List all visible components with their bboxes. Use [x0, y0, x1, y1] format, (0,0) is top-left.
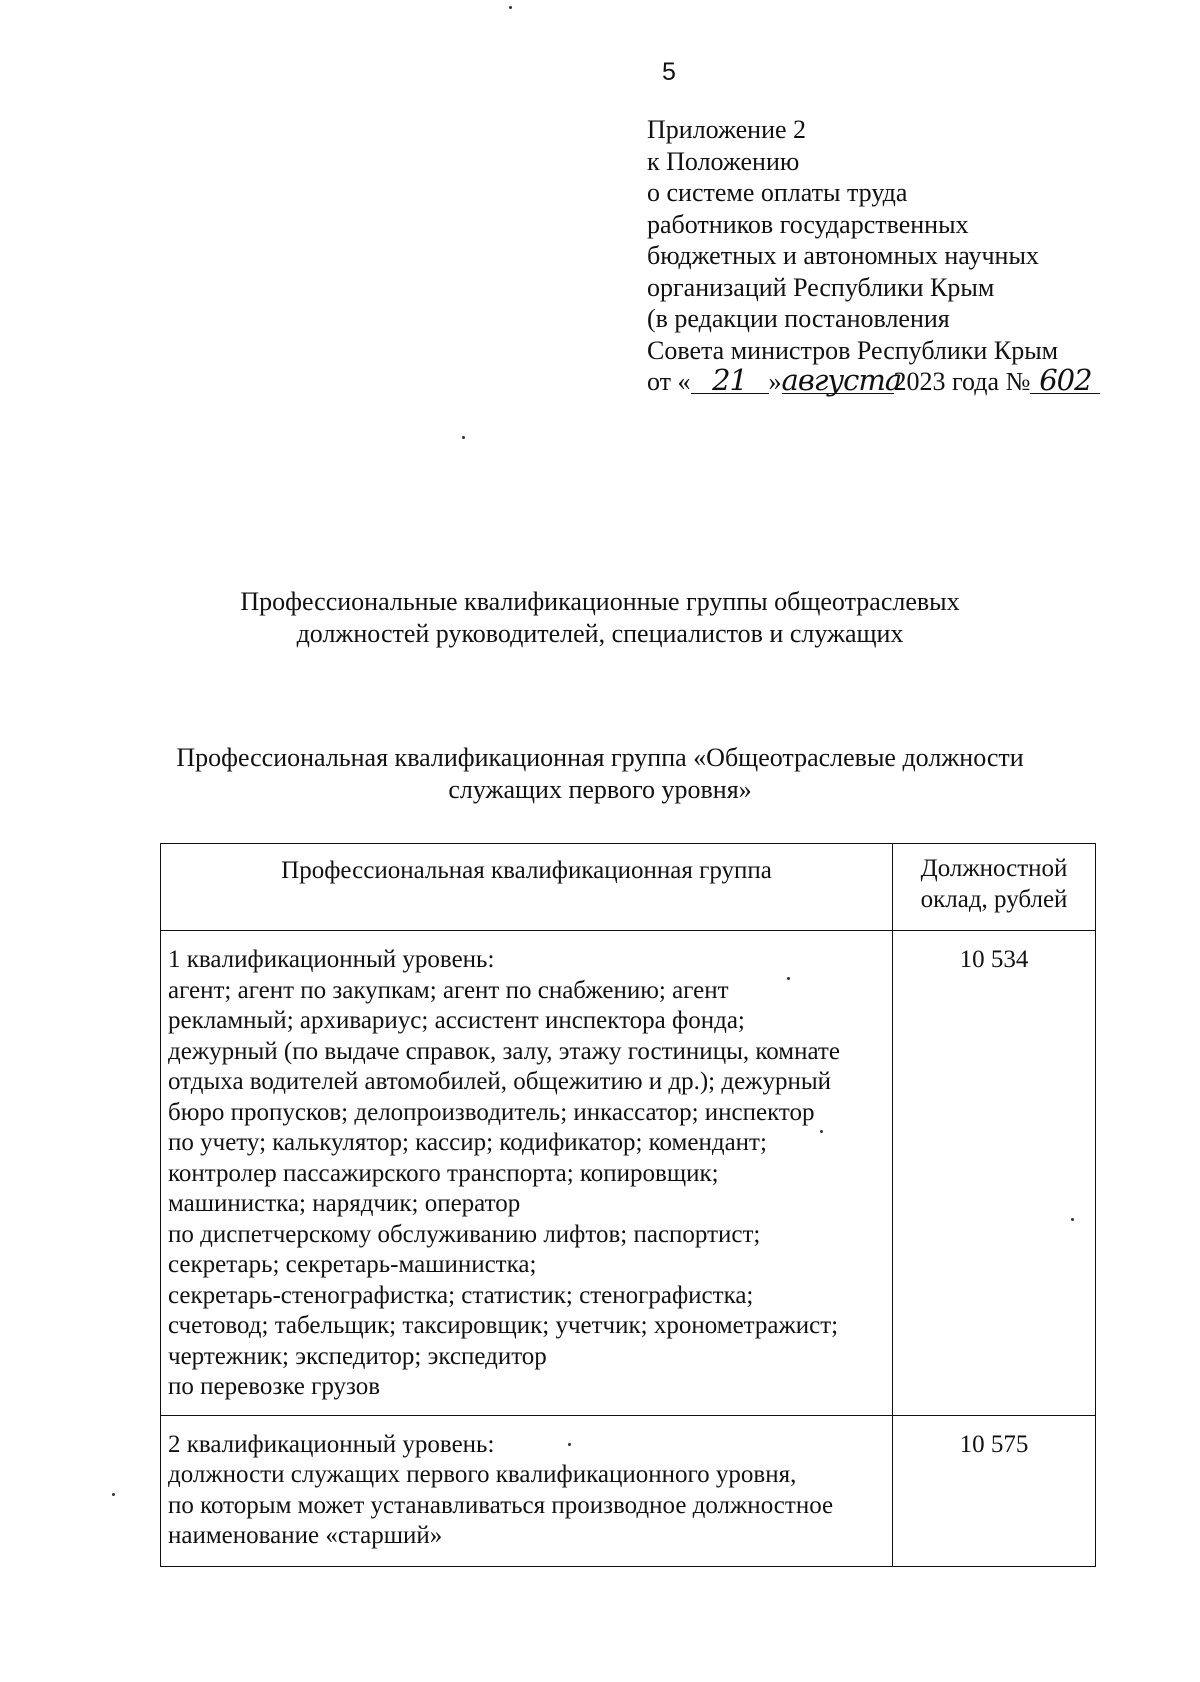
annex-line: (в редакции постановления [647, 304, 950, 333]
annex-line: Совета министров Республики Крым [647, 335, 1059, 365]
main-title-line: Профессиональные квалификационные группы общеотраслевых [240, 587, 960, 616]
cell-line: по которым может устанавливаться производное должностное [168, 1491, 834, 1519]
main-title-line: должностей руководителей, специалистов и служащих [296, 619, 904, 648]
scan-speck [112, 1493, 115, 1496]
handwritten-day: 21 [691, 367, 769, 394]
annex-line: к Положению [647, 146, 800, 176]
salary-value-cell: 10 534 [893, 931, 1096, 1416]
cell-line: рекламный; архивариус; ассистент инспектора фонда; [168, 1007, 745, 1034]
cell-line: секретарь; секретарь-машинистка; [168, 1251, 537, 1278]
resolution-date-line [647, 363, 1100, 398]
salary-table [160, 843, 1096, 1567]
cell-line: машинистка; нарядчик; оператор [168, 1190, 521, 1217]
scan-speck [568, 1443, 571, 1446]
cell-line: счетовод; табельщик; таксировщик; учетчик; хронометражист; [168, 1312, 839, 1339]
cell-line: чертежник; экспедитор; экспедитор [168, 1342, 547, 1370]
table-row [161, 1415, 1096, 1566]
cell-line: наименование «старший» [168, 1522, 443, 1549]
scan-speck [462, 436, 465, 439]
cell-line: бюро пропусков; делопроизводитель; инкассатор; инспектор [168, 1098, 815, 1126]
annex-line: организаций Республики Крым [647, 272, 995, 302]
table-row [161, 931, 1096, 1416]
annex-line: Приложение 2 [647, 115, 807, 144]
header-salary-cell [893, 844, 1096, 931]
cell-line: дежурный (по выдаче справок, залу, этажу гостиницы, комнате [168, 1037, 840, 1065]
header-group-cell: Профессиональная квалификационная группа [161, 844, 893, 931]
main-title [0, 586, 1200, 650]
annex-line: о системе оплаты труда [647, 178, 908, 207]
cell-line: 2 квалификационный уровень: [168, 1430, 495, 1458]
date-mid: » [768, 367, 782, 396]
level-description-cell [161, 931, 893, 1416]
salary-value-cell: 10 575 [893, 1415, 1096, 1566]
group-title-line: Профессиональная квалификационная группа «Общеотраслевые должности [176, 743, 1024, 772]
date-suffix: 2023 года № [893, 367, 1031, 396]
header-salary-line: Должностной [920, 855, 1068, 882]
cell-line: по перевозке грузов [168, 1373, 381, 1400]
cell-line: должности служащих первого квалификационного уровня, [168, 1461, 797, 1488]
scan-speck [509, 6, 512, 9]
scan-speck [820, 1130, 823, 1133]
date-prefix: от « [647, 367, 691, 396]
page-number: 5 [662, 58, 676, 86]
scan-speck [1071, 1218, 1074, 1221]
handwritten-number: 602 [1030, 367, 1100, 394]
cell-line: по учету; калькулятор; кассир; кодификатор; комендант; [168, 1129, 767, 1156]
annex-line: бюджетных и автономных научных [647, 241, 1039, 270]
handwritten-month: августа [781, 363, 902, 397]
annex-line: работников государственных [647, 209, 969, 239]
table-header-row [161, 844, 1096, 931]
header-salary-line: оклад, рублей [920, 885, 1068, 913]
cell-line: секретарь-стенографистка; статистик; стенографистка; [168, 1281, 754, 1309]
cell-line: агент; агент по закупкам; агент по снабжению; агент [168, 976, 729, 1004]
cell-line: отдыха водителей автомобилей, общежитию и др.); дежурный [168, 1068, 832, 1095]
group-title [0, 742, 1200, 806]
cell-line: по диспетчерскому обслуживанию лифтов; паспортист; [168, 1220, 761, 1248]
scan-speck [787, 977, 790, 980]
cell-line: 1 квалификационный уровень: [168, 946, 495, 973]
level-description-cell [161, 1415, 893, 1566]
group-title-line: служащих первого уровня» [448, 775, 752, 804]
cell-line: контролер пассажирского транспорта; копировщик; [168, 1159, 719, 1187]
annex-header [647, 114, 1100, 398]
